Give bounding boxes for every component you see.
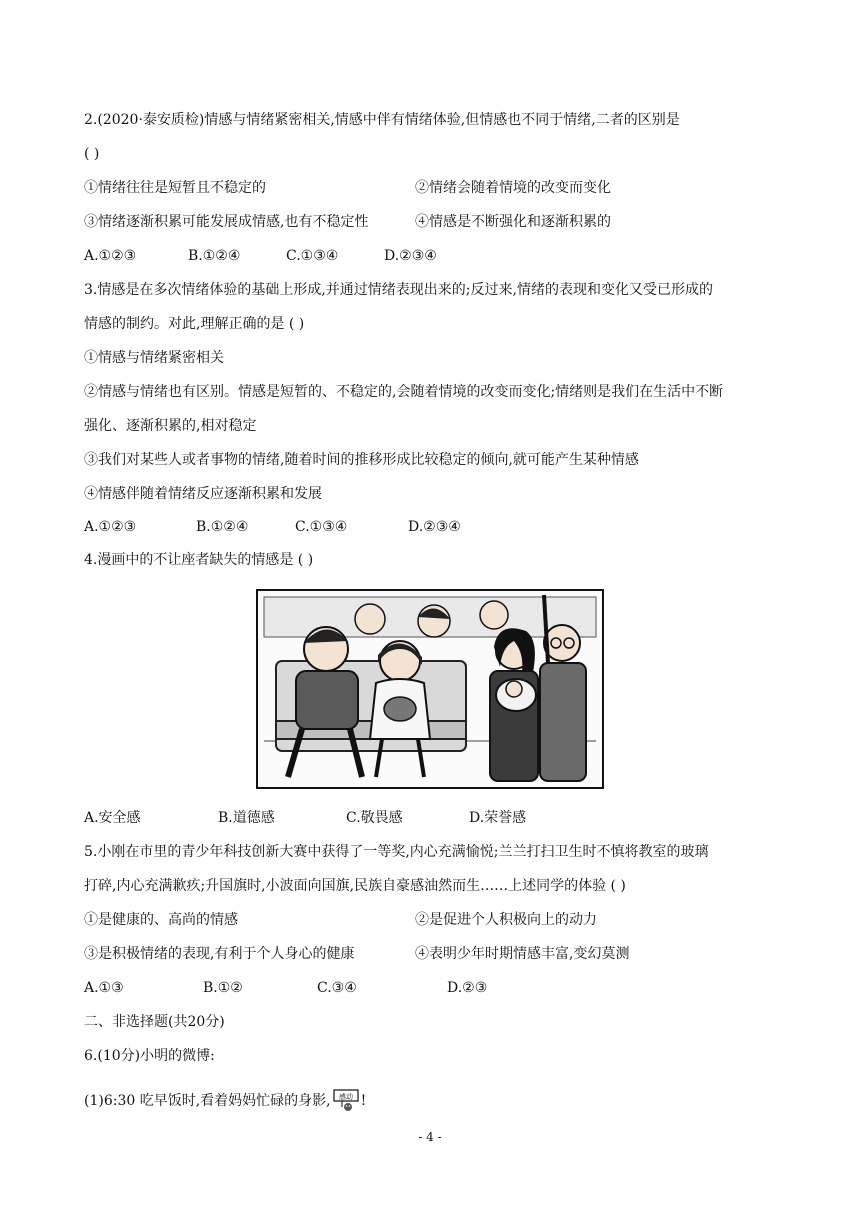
- moved-emoji-icon: [333, 1089, 359, 1113]
- q5-statement-3: ③是积极情绪的表现,有利于个人身心的健康: [84, 946, 355, 962]
- q3-statement-2-line-2: 强化、逐渐积累的,相对稳定: [84, 418, 257, 434]
- q3-option-d: D.②③④: [408, 519, 461, 535]
- q2-statement-3: ③情绪逐渐积累可能发展成情感,也有不稳定性: [84, 214, 369, 230]
- moved-emoji-label: 感动: [338, 1093, 353, 1101]
- q2-answer-bracket: ( ): [84, 146, 100, 162]
- q6-stem: 6.(10分)小明的微博:: [84, 1048, 215, 1064]
- bus-seat-cartoon: [256, 589, 604, 789]
- q2-statement-4: ④情感是不断强化和逐渐积累的: [415, 214, 611, 230]
- q3-stem-line-1: 3.情感是在多次情绪体验的基础上形成,并通过情绪表现出来的;反过来,情绪的表现和变化又受已形成的: [84, 282, 713, 298]
- q4-option-d: D.荣誉感: [469, 810, 527, 826]
- q3-stem-line-2: 情感的制约。对此,理解正确的是 ( ): [84, 316, 305, 332]
- q3-option-b: B.①②④: [196, 519, 249, 535]
- q5-statement-1: ①是健康的、高尚的情感: [84, 912, 238, 928]
- q4-option-b: B.道德感: [218, 810, 275, 826]
- q2-statement-2: ②情绪会随着情境的改变而变化: [415, 180, 611, 196]
- q4-stem: 4.漫画中的不让座者缺失的情感是 ( ): [84, 552, 314, 568]
- q5-statement-4: ④表明少年时期情感丰富,变幻莫测: [415, 946, 630, 962]
- q2-option-c: C.①③④: [286, 248, 339, 264]
- q3-statement-2-line-1: ②情感与情绪也有区别。情感是短暂的、不稳定的,会随着情境的改变而变化;情绪则是我们在生活中不断: [84, 384, 724, 400]
- q3-statement-1: ①情感与情绪紧密相关: [84, 350, 224, 366]
- q5-option-a: A.①③: [84, 980, 124, 996]
- q2-option-a: A.①②③: [84, 248, 137, 264]
- q6-item-1-end: !: [360, 1093, 367, 1109]
- q2-option-b: B.①②④: [188, 248, 241, 264]
- q5-option-d: D.②③: [447, 980, 488, 996]
- q5-option-b: B.①②: [203, 980, 243, 996]
- q5-stem-line-2: 打碎,内心充满歉疚;升国旗时,小波面向国旗,民族自豪感油然而生……上述同学的体验 ( ): [84, 878, 626, 894]
- page-number: - 4 -: [418, 1130, 442, 1144]
- q6-item-1-text: (1)6:30 吃早饭时,看着妈妈忙碌的身影,: [84, 1093, 331, 1109]
- q5-option-c: C.③④: [317, 980, 357, 996]
- q5-statement-2: ②是促进个人积极向上的动力: [415, 912, 597, 928]
- q3-statement-4: ④情感伴随着情绪反应逐渐积累和发展: [84, 486, 322, 502]
- q6-item-1: [84, 1086, 366, 1116]
- q3-statement-3: ③我们对某些人或者事物的情绪,随着时间的推移形成比较稳定的倾向,就可能产生某种情感: [84, 452, 639, 468]
- q4-option-a: A.安全感: [84, 810, 141, 826]
- q3-option-c: C.①③④: [295, 519, 348, 535]
- q4-option-c: C.敬畏感: [346, 810, 403, 826]
- q2-statement-1: ①情绪往往是短暂且不稳定的: [84, 180, 266, 196]
- q2-stem: 2.(2020·泰安质检)情感与情绪紧密相关,情感中伴有情绪体验,但情感也不同于情绪,二者的区别是: [84, 112, 680, 128]
- q5-stem-line-1: 5.小刚在市里的青少年科技创新大赛中获得了一等奖,内心充满愉悦;兰兰打扫卫生时不慎将教室的玻璃: [84, 844, 709, 860]
- section-heading: 二、非选择题(共20分): [84, 1014, 225, 1030]
- q3-option-a: A.①②③: [84, 519, 137, 535]
- q2-option-d: D.②③④: [384, 248, 437, 264]
